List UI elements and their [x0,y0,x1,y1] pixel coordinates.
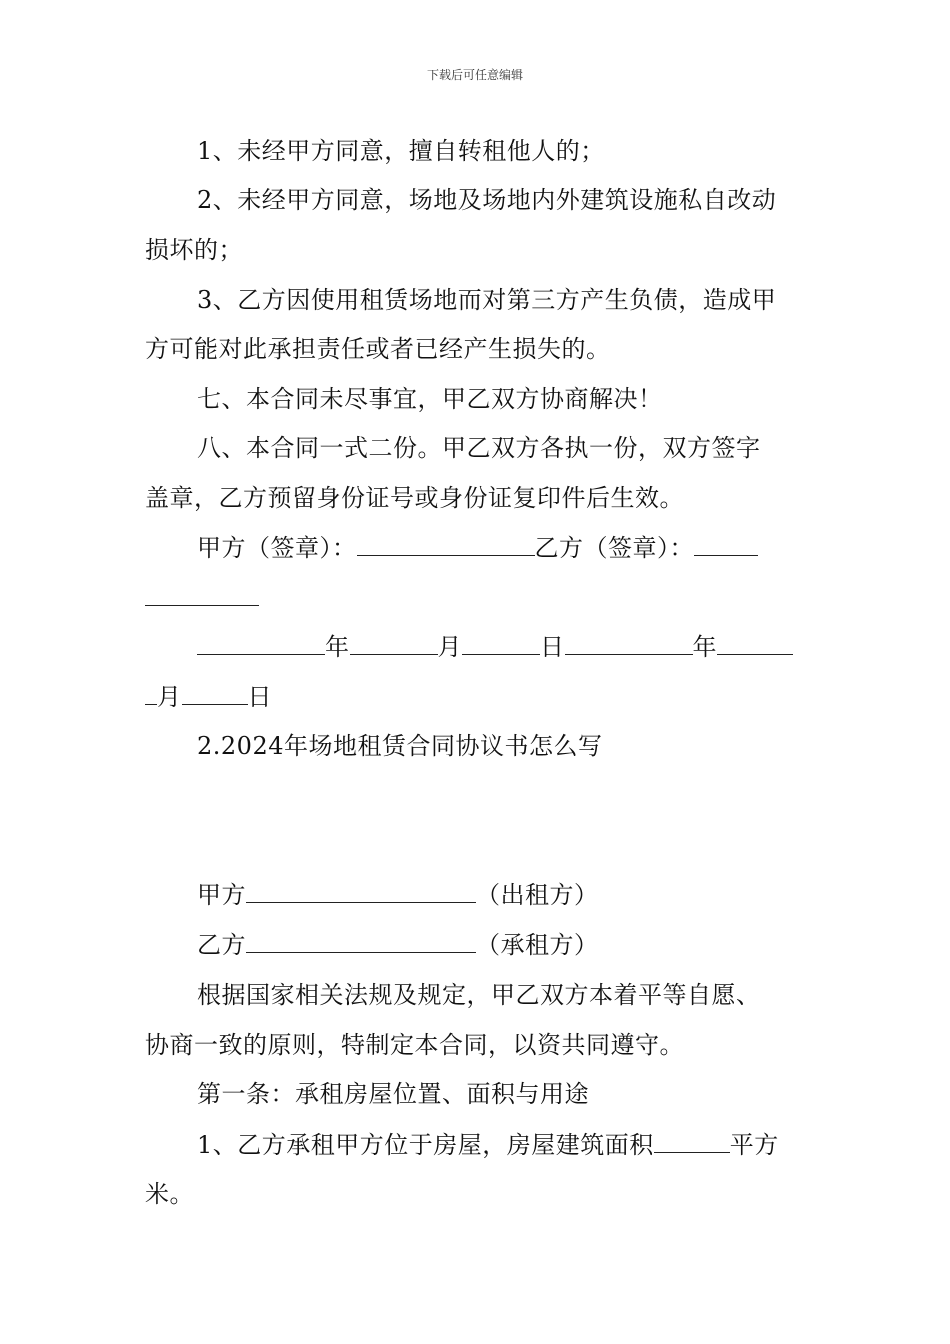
article-7: 七、本合同未尽事宜，甲乙双方协商解决！ [197,385,663,413]
article-1-item-1 [197,1130,779,1160]
date-line [197,632,793,662]
month-blank-b-continued [145,682,157,705]
party-b-signature-blank-continued [145,583,259,606]
area-unit-part-1: 平方 [729,1131,779,1159]
day-blank-a [462,632,540,655]
article-8-line-2: 盖章，乙方预留身份证号或身份证复印件后生效。 [145,484,684,512]
article-8-line-1: 八、本合同一式二份。甲乙双方各执一份，双方签字 [197,434,761,462]
area-blank [654,1130,730,1153]
month-label-b: 月 [157,683,182,711]
article-1-title: 第一条：承租房屋位置、面积与用途 [197,1080,589,1108]
party-b-blank [246,930,476,953]
party-b-signature-blank [694,533,758,556]
day-label-b: 日 [247,683,272,711]
party-a-role: （出租方） [476,881,599,909]
preamble-line-1: 根据国家相关法规及规定，甲乙双方本着平等自愿、 [197,981,761,1009]
preamble-line-2: 协商一致的原则，特制定本合同，以资共同遵守。 [145,1031,684,1059]
month-blank-a [350,632,438,655]
clause-3-line-1: 3、乙方因使用租赁场地而对第三方产生负债，造成甲 [197,286,777,314]
signature-line [197,533,758,563]
day-label-a: 日 [540,633,565,661]
party-b-signature-label: 乙方（签章）： [534,534,694,562]
section-2-title: 2.2024年场地租赁合同协议书怎么写 [197,732,603,760]
party-a-line [197,880,599,910]
day-blank-b [182,682,248,705]
party-b-line [197,930,599,960]
year-blank-b [565,632,693,655]
party-b-role: （承租方） [476,931,599,959]
year-blank-a [197,632,325,655]
page-header: 下载后可任意编辑 [426,68,523,82]
party-a-signature-blank [357,533,535,556]
clause-2-line-2: 损坏的； [145,236,243,264]
party-a-signature-label: 甲方（签章）： [197,534,357,562]
party-a-blank [246,880,476,903]
year-label-a: 年 [325,633,350,661]
article-1-item-1-text: 1、乙方承租甲方位于房屋，房屋建筑面积 [197,1131,654,1159]
clause-1: 1、未经甲方同意，擅自转租他人的； [197,137,605,165]
clause-3-line-2: 方可能对此承担责任或者已经产生损失的。 [145,335,611,363]
party-a-label: 甲方 [197,881,246,909]
year-label-b: 年 [692,633,717,661]
month-label-a: 月 [437,633,462,661]
month-blank-b [717,632,793,655]
clause-2-line-1: 2、未经甲方同意，场地及场地内外建筑设施私自改动 [197,186,777,214]
date-line-continued [145,682,272,712]
article-1-item-1-continued: 米。 [145,1180,194,1208]
signature-line-continued [145,583,259,613]
party-b-label: 乙方 [197,931,246,959]
